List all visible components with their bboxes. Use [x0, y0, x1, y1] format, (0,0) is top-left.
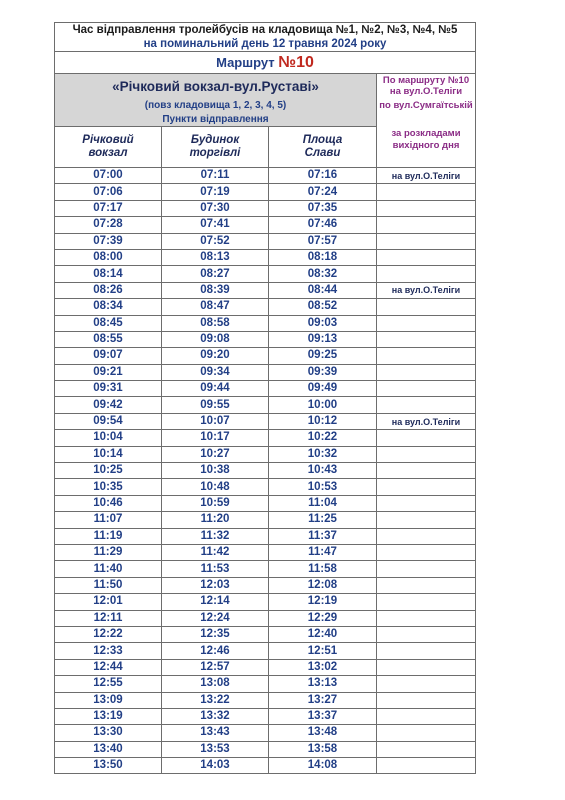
- table-row: [55, 184, 476, 200]
- row-remark: [377, 446, 476, 462]
- table-row: [55, 413, 476, 429]
- table-row: [55, 741, 476, 757]
- departure-trade-house: 13:32: [162, 708, 269, 724]
- table-row: [55, 512, 476, 528]
- table-row: [55, 331, 476, 347]
- row-remark: [377, 610, 476, 626]
- departure-glory-square: 09:03: [269, 315, 377, 331]
- departure-trade-house: 12:46: [162, 643, 269, 659]
- departure-glory-square: 11:04: [269, 495, 377, 511]
- departure-trade-house: 10:27: [162, 446, 269, 462]
- departure-glory-square: 12:29: [269, 610, 377, 626]
- row-remark: [377, 626, 476, 642]
- departure-glory-square: 13:02: [269, 659, 377, 675]
- departure-trade-house: 07:41: [162, 217, 269, 233]
- departure-trade-house: 14:03: [162, 758, 269, 774]
- table-row: [55, 266, 476, 282]
- departure-river-station: 12:11: [55, 610, 162, 626]
- departure-points-label: Пункти відправлення: [55, 112, 377, 127]
- departure-river-station: 11:40: [55, 561, 162, 577]
- departure-glory-square: 07:16: [269, 168, 377, 184]
- route-heading: [55, 52, 476, 74]
- departure-glory-square: 07:24: [269, 184, 377, 200]
- table-row: [55, 233, 476, 249]
- schedule-sheet: [54, 22, 475, 774]
- departure-river-station: 11:19: [55, 528, 162, 544]
- row-remark: [377, 348, 476, 364]
- departure-trade-house: 10:48: [162, 479, 269, 495]
- departure-glory-square: 12:08: [269, 577, 377, 593]
- departure-trade-house: 10:07: [162, 413, 269, 429]
- table-row: [55, 463, 476, 479]
- departure-glory-square: 09:39: [269, 364, 377, 380]
- departure-glory-square: 12:40: [269, 626, 377, 642]
- departure-trade-house: 07:30: [162, 200, 269, 216]
- departure-river-station: 10:35: [55, 479, 162, 495]
- departure-river-station: 11:50: [55, 577, 162, 593]
- departure-glory-square: 13:37: [269, 708, 377, 724]
- row-remark: [377, 495, 476, 511]
- row-remark: на вул.О.Теліги: [377, 168, 476, 184]
- table-row: [55, 495, 476, 511]
- departure-trade-house: 11:20: [162, 512, 269, 528]
- departure-glory-square: 10:12: [269, 413, 377, 429]
- table-row: [55, 577, 476, 593]
- table-row: [55, 282, 476, 298]
- departure-river-station: 09:31: [55, 381, 162, 397]
- departure-trade-house: 09:44: [162, 381, 269, 397]
- departure-trade-house: 13:22: [162, 692, 269, 708]
- row-remark: [377, 544, 476, 560]
- departure-glory-square: 11:47: [269, 544, 377, 560]
- departure-trade-house: 08:58: [162, 315, 269, 331]
- departure-glory-square: 08:32: [269, 266, 377, 282]
- departure-trade-house: 07:19: [162, 184, 269, 200]
- table-row: [55, 217, 476, 233]
- column-header-trade-house-line2: торгівлі: [162, 147, 269, 168]
- departure-river-station: 09:42: [55, 397, 162, 413]
- row-remark: [377, 528, 476, 544]
- row-remark: [377, 364, 476, 380]
- row-remark: на вул.О.Теліги: [377, 413, 476, 429]
- side-note-line3: за розкладами вихідного дня: [377, 112, 476, 168]
- departure-glory-square: 10:32: [269, 446, 377, 462]
- departure-river-station: 10:14: [55, 446, 162, 462]
- departure-glory-square: 09:13: [269, 331, 377, 347]
- side-note-line2: по вул.Сумгаїтській: [377, 98, 476, 112]
- departure-trade-house: 12:35: [162, 626, 269, 642]
- table-row: [55, 299, 476, 315]
- row-remark: [377, 299, 476, 315]
- row-remark: [377, 708, 476, 724]
- table-row: [55, 397, 476, 413]
- row-remark: [377, 692, 476, 708]
- table-row: [55, 676, 476, 692]
- row-remark: [377, 594, 476, 610]
- departure-glory-square: 09:25: [269, 348, 377, 364]
- departure-glory-square: 13:58: [269, 741, 377, 757]
- departure-glory-square: 11:58: [269, 561, 377, 577]
- column-header-trade-house: Будинок: [162, 127, 269, 148]
- column-header-glory-square: Площа: [269, 127, 377, 148]
- departure-glory-square: 10:00: [269, 397, 377, 413]
- column-header-glory-square-line2: Слави: [269, 147, 377, 168]
- departure-river-station: 09:54: [55, 413, 162, 429]
- row-remark: [377, 315, 476, 331]
- departure-glory-square: 08:44: [269, 282, 377, 298]
- departure-trade-house: 10:38: [162, 463, 269, 479]
- departure-river-station: 08:34: [55, 299, 162, 315]
- departure-glory-square: 13:48: [269, 725, 377, 741]
- departure-river-station: 12:55: [55, 676, 162, 692]
- route-name: «Річковий вокзал-вул.Руставі»: [55, 74, 377, 99]
- departure-trade-house: 09:08: [162, 331, 269, 347]
- row-remark: [377, 659, 476, 675]
- table-row: [55, 561, 476, 577]
- schedule-title: Час відправлення тролейбусів на кладовища №1, №2, №3, №4, №5: [55, 23, 476, 38]
- row-remark: [377, 331, 476, 347]
- departure-trade-house: 11:53: [162, 561, 269, 577]
- departure-trade-house: 11:32: [162, 528, 269, 544]
- departure-river-station: 10:46: [55, 495, 162, 511]
- column-header-river-station: Річковий: [55, 127, 162, 148]
- departure-glory-square: 11:37: [269, 528, 377, 544]
- table-row: [55, 528, 476, 544]
- departure-river-station: 13:09: [55, 692, 162, 708]
- departure-glory-square: 07:35: [269, 200, 377, 216]
- departure-glory-square: 10:22: [269, 430, 377, 446]
- row-remark: [377, 512, 476, 528]
- table-row: [55, 348, 476, 364]
- table-row: [55, 364, 476, 380]
- departure-glory-square: 13:27: [269, 692, 377, 708]
- row-remark: [377, 561, 476, 577]
- departure-river-station: 13:50: [55, 758, 162, 774]
- departure-river-station: 07:06: [55, 184, 162, 200]
- departure-trade-house: 13:43: [162, 725, 269, 741]
- row-remark: [377, 676, 476, 692]
- table-row: [55, 249, 476, 265]
- departure-trade-house: 09:34: [162, 364, 269, 380]
- row-remark: [377, 217, 476, 233]
- row-remark: [377, 233, 476, 249]
- departure-trade-house: 08:39: [162, 282, 269, 298]
- departure-river-station: 09:07: [55, 348, 162, 364]
- departure-trade-house: 12:24: [162, 610, 269, 626]
- departure-trade-house: 07:11: [162, 168, 269, 184]
- row-remark: на вул.О.Теліги: [377, 282, 476, 298]
- row-remark: [377, 381, 476, 397]
- table-row: [55, 200, 476, 216]
- departure-river-station: 11:07: [55, 512, 162, 528]
- departure-glory-square: 08:52: [269, 299, 377, 315]
- departure-river-station: 10:25: [55, 463, 162, 479]
- departure-trade-house: 09:20: [162, 348, 269, 364]
- table-row: [55, 315, 476, 331]
- departure-river-station: 08:00: [55, 249, 162, 265]
- departure-glory-square: 10:43: [269, 463, 377, 479]
- departure-trade-house: 13:08: [162, 676, 269, 692]
- table-row: [55, 610, 476, 626]
- table-row: [55, 659, 476, 675]
- row-remark: [377, 577, 476, 593]
- departure-river-station: 09:21: [55, 364, 162, 380]
- row-remark: [377, 479, 476, 495]
- departure-river-station: 07:39: [55, 233, 162, 249]
- table-row: [55, 643, 476, 659]
- column-header-river-station-line2: вокзал: [55, 147, 162, 168]
- departure-river-station: 13:30: [55, 725, 162, 741]
- departure-glory-square: 08:18: [269, 249, 377, 265]
- route-via: (повз кладовища 1, 2, 3, 4, 5): [55, 98, 377, 112]
- departure-river-station: 07:00: [55, 168, 162, 184]
- departure-trade-house: 10:59: [162, 495, 269, 511]
- row-remark: [377, 725, 476, 741]
- row-remark: [377, 430, 476, 446]
- departure-trade-house: 10:17: [162, 430, 269, 446]
- departure-trade-house: 08:47: [162, 299, 269, 315]
- table-row: [55, 594, 476, 610]
- table-row: [55, 725, 476, 741]
- departure-river-station: 12:44: [55, 659, 162, 675]
- table-row: [55, 692, 476, 708]
- departure-trade-house: 12:57: [162, 659, 269, 675]
- route-number: №10: [278, 53, 314, 71]
- table-row: [55, 758, 476, 774]
- table-row: [55, 446, 476, 462]
- row-remark: [377, 200, 476, 216]
- route-label: Маршрут: [216, 54, 275, 70]
- departure-river-station: 08:26: [55, 282, 162, 298]
- departure-trade-house: 13:53: [162, 741, 269, 757]
- table-row: [55, 626, 476, 642]
- table-row: [55, 168, 476, 184]
- departure-trade-house: 07:52: [162, 233, 269, 249]
- departure-trade-house: 12:14: [162, 594, 269, 610]
- departure-river-station: 12:33: [55, 643, 162, 659]
- departure-river-station: 08:45: [55, 315, 162, 331]
- departure-river-station: 11:29: [55, 544, 162, 560]
- row-remark: [377, 463, 476, 479]
- departure-river-station: 08:14: [55, 266, 162, 282]
- table-row: [55, 381, 476, 397]
- departure-glory-square: 12:51: [269, 643, 377, 659]
- row-remark: [377, 184, 476, 200]
- table-row: [55, 430, 476, 446]
- departure-river-station: 13:19: [55, 708, 162, 724]
- departure-glory-square: 12:19: [269, 594, 377, 610]
- departure-river-station: 12:22: [55, 626, 162, 642]
- row-remark: [377, 249, 476, 265]
- row-remark: [377, 741, 476, 757]
- departure-glory-square: 07:46: [269, 217, 377, 233]
- table-row: [55, 479, 476, 495]
- schedule-table: [54, 22, 476, 774]
- departure-river-station: 08:55: [55, 331, 162, 347]
- departure-glory-square: 07:57: [269, 233, 377, 249]
- row-remark: [377, 758, 476, 774]
- departure-glory-square: 09:49: [269, 381, 377, 397]
- departure-trade-house: 08:27: [162, 266, 269, 282]
- departure-river-station: 13:40: [55, 741, 162, 757]
- row-remark: [377, 397, 476, 413]
- row-remark: [377, 643, 476, 659]
- table-row: [55, 544, 476, 560]
- departure-river-station: 07:28: [55, 217, 162, 233]
- schedule-date: на поминальний день 12 травня 2024 року: [55, 37, 476, 52]
- departure-trade-house: 11:42: [162, 544, 269, 560]
- departure-glory-square: 10:53: [269, 479, 377, 495]
- departure-glory-square: 13:13: [269, 676, 377, 692]
- table-row: [55, 708, 476, 724]
- side-note-line1: По маршруту №10 на вул.О.Теліги: [377, 74, 476, 99]
- departure-river-station: 07:17: [55, 200, 162, 216]
- departure-glory-square: 11:25: [269, 512, 377, 528]
- departure-trade-house: 08:13: [162, 249, 269, 265]
- departure-river-station: 12:01: [55, 594, 162, 610]
- departure-trade-house: 09:55: [162, 397, 269, 413]
- departure-river-station: 10:04: [55, 430, 162, 446]
- departure-trade-house: 12:03: [162, 577, 269, 593]
- departure-glory-square: 14:08: [269, 758, 377, 774]
- row-remark: [377, 266, 476, 282]
